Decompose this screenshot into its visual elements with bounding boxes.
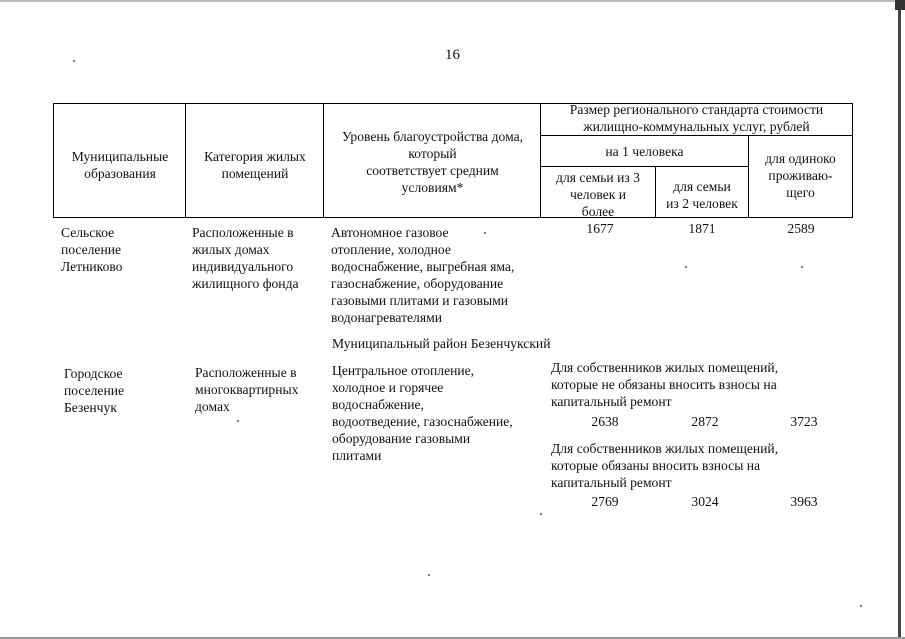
header-municipal: Муниципальные образования	[71, 149, 169, 181]
scan-speck	[484, 232, 486, 234]
row2-category: Расположенные в многоквартирных домах	[195, 365, 299, 414]
row2-b-family2: 3024	[691, 494, 719, 509]
row-level: Автономное газовое отопление, холодное водоснабжение, выгребная яма, газоснабжение, оборудование газовыми плитами и газовыми водонагревателями	[331, 225, 515, 325]
scan-speck	[860, 605, 862, 607]
scan-speck	[801, 266, 803, 268]
header-level: Уровень благоустройства дома, который соответствует средним условиям*	[341, 129, 524, 195]
header-single: для одиноко проживаю- щего	[765, 151, 836, 200]
header-category: Категория жилых помещений	[204, 149, 306, 181]
page-number: 16	[445, 47, 460, 63]
scan-top-edge	[0, 0, 905, 2]
header-family-3: для семьи из 3 человек и более	[556, 170, 640, 219]
row2-level: Центральное отопление, холодное и горячее водоснабжение, водоотведение, газоснабжение, оборудование газовыми плитами	[332, 363, 513, 463]
row-value-family2: 1871	[688, 221, 716, 236]
row-value-single: 2589	[787, 221, 815, 236]
district-heading: Муниципальный район Безенчукский	[332, 336, 551, 351]
row2-a-family2: 2872	[691, 414, 719, 429]
scan-speck	[73, 60, 75, 62]
scan-speck	[428, 574, 430, 576]
row2-municipal: Городское поселение Безенчук	[64, 366, 125, 415]
header-family-2: для семьи из 2 человек	[666, 179, 738, 211]
row2-a-family3: 2638	[591, 414, 619, 429]
scan-right-edge	[898, 10, 901, 639]
scan-speck	[540, 513, 542, 515]
row-value-family3: 1677	[586, 221, 614, 236]
row2-note-not-obliged: Для собственников жилых помещений, которые не обязаны вносить взносы на капитальный ремонт	[551, 360, 779, 409]
scan-speck	[685, 266, 687, 268]
row2-note-obliged: Для собственников жилых помещений, которые обязаны вносить взносы на капитальный ремонт	[551, 441, 779, 490]
header-per-person: на 1 человека	[605, 144, 684, 159]
row2-b-family3: 2769	[591, 494, 619, 509]
scan-speck	[237, 420, 239, 422]
scan-corner-shadow	[895, 0, 905, 10]
header-standard-size: Размер регионального стандарта стоимости жилищно-коммунальных услуг, рублей	[569, 102, 824, 134]
row2-b-single: 3963	[790, 494, 818, 509]
row-municipal: Сельское поселение Летниково	[61, 225, 123, 274]
row-category: Расположенные в жилых домах индивидуального жилищного фонда	[192, 225, 299, 291]
row2-a-single: 3723	[790, 414, 818, 429]
